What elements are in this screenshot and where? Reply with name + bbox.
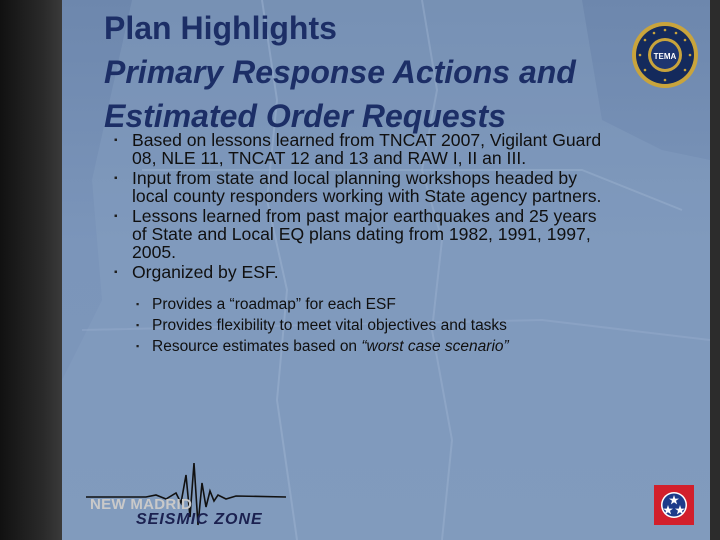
seismic-zone-logo-text: SEISMIC ZONE (136, 511, 263, 528)
bullet-text: Input from state and local planning workshops headed by local county responders working with State agency partners. (132, 168, 602, 206)
sub-bullet-text: Resource estimates based on (152, 338, 362, 356)
tennessee-tristar-icon (654, 485, 694, 525)
title-line-3: Estimated Order Requests (104, 98, 506, 134)
bullet-text: Organized by ESF. (132, 262, 279, 283)
square-bullet-icon: ▪ (136, 320, 140, 331)
right-dark-bar (710, 0, 720, 540)
tema-seal-icon (630, 20, 700, 90)
square-bullet-icon: ▪ (114, 267, 118, 279)
bullet-text: Based on lessons learned from TNCAT 2007, Vigilant Guard 08, NLE 11, TNCAT 12 and 13 and RAW I, II an III. (132, 130, 602, 168)
sub-bullet-emphasis: “worst case scenario” (361, 338, 509, 356)
sub-bullet-list (136, 295, 614, 356)
sub-bullet-text: Provides a “roadmap” for each ESF (152, 296, 396, 314)
slide-title (104, 6, 624, 138)
svg-text:TEMA: TEMA (653, 52, 677, 61)
left-dark-bar (0, 0, 62, 540)
bullet-item (114, 264, 614, 356)
bullet-list (114, 132, 614, 359)
square-bullet-icon: ▪ (114, 211, 118, 223)
sub-bullet-item (136, 316, 614, 335)
sub-bullet-text: Provides flexibility to meet vital objectives and tasks (152, 317, 507, 335)
title-line-2: Primary Response Actions and (104, 54, 576, 90)
bullet-item (114, 170, 614, 206)
square-bullet-icon: ▪ (114, 135, 118, 146)
sub-bullet-item (136, 295, 614, 314)
bullet-item (114, 208, 614, 261)
title-line-1: Plan Highlights (104, 10, 337, 46)
bullet-text: Lessons learned from past major earthquakes and 25 years of State and Local EQ plans dating from 1982, 1991, 1997, 2005. (132, 206, 597, 262)
bullet-item (114, 132, 614, 168)
square-bullet-icon: ▪ (136, 299, 140, 310)
square-bullet-icon: ▪ (136, 341, 140, 352)
new-madrid-logo-text: NEW MADRID (90, 496, 193, 513)
sub-bullet-item (136, 337, 614, 356)
square-bullet-icon: ▪ (114, 173, 118, 185)
